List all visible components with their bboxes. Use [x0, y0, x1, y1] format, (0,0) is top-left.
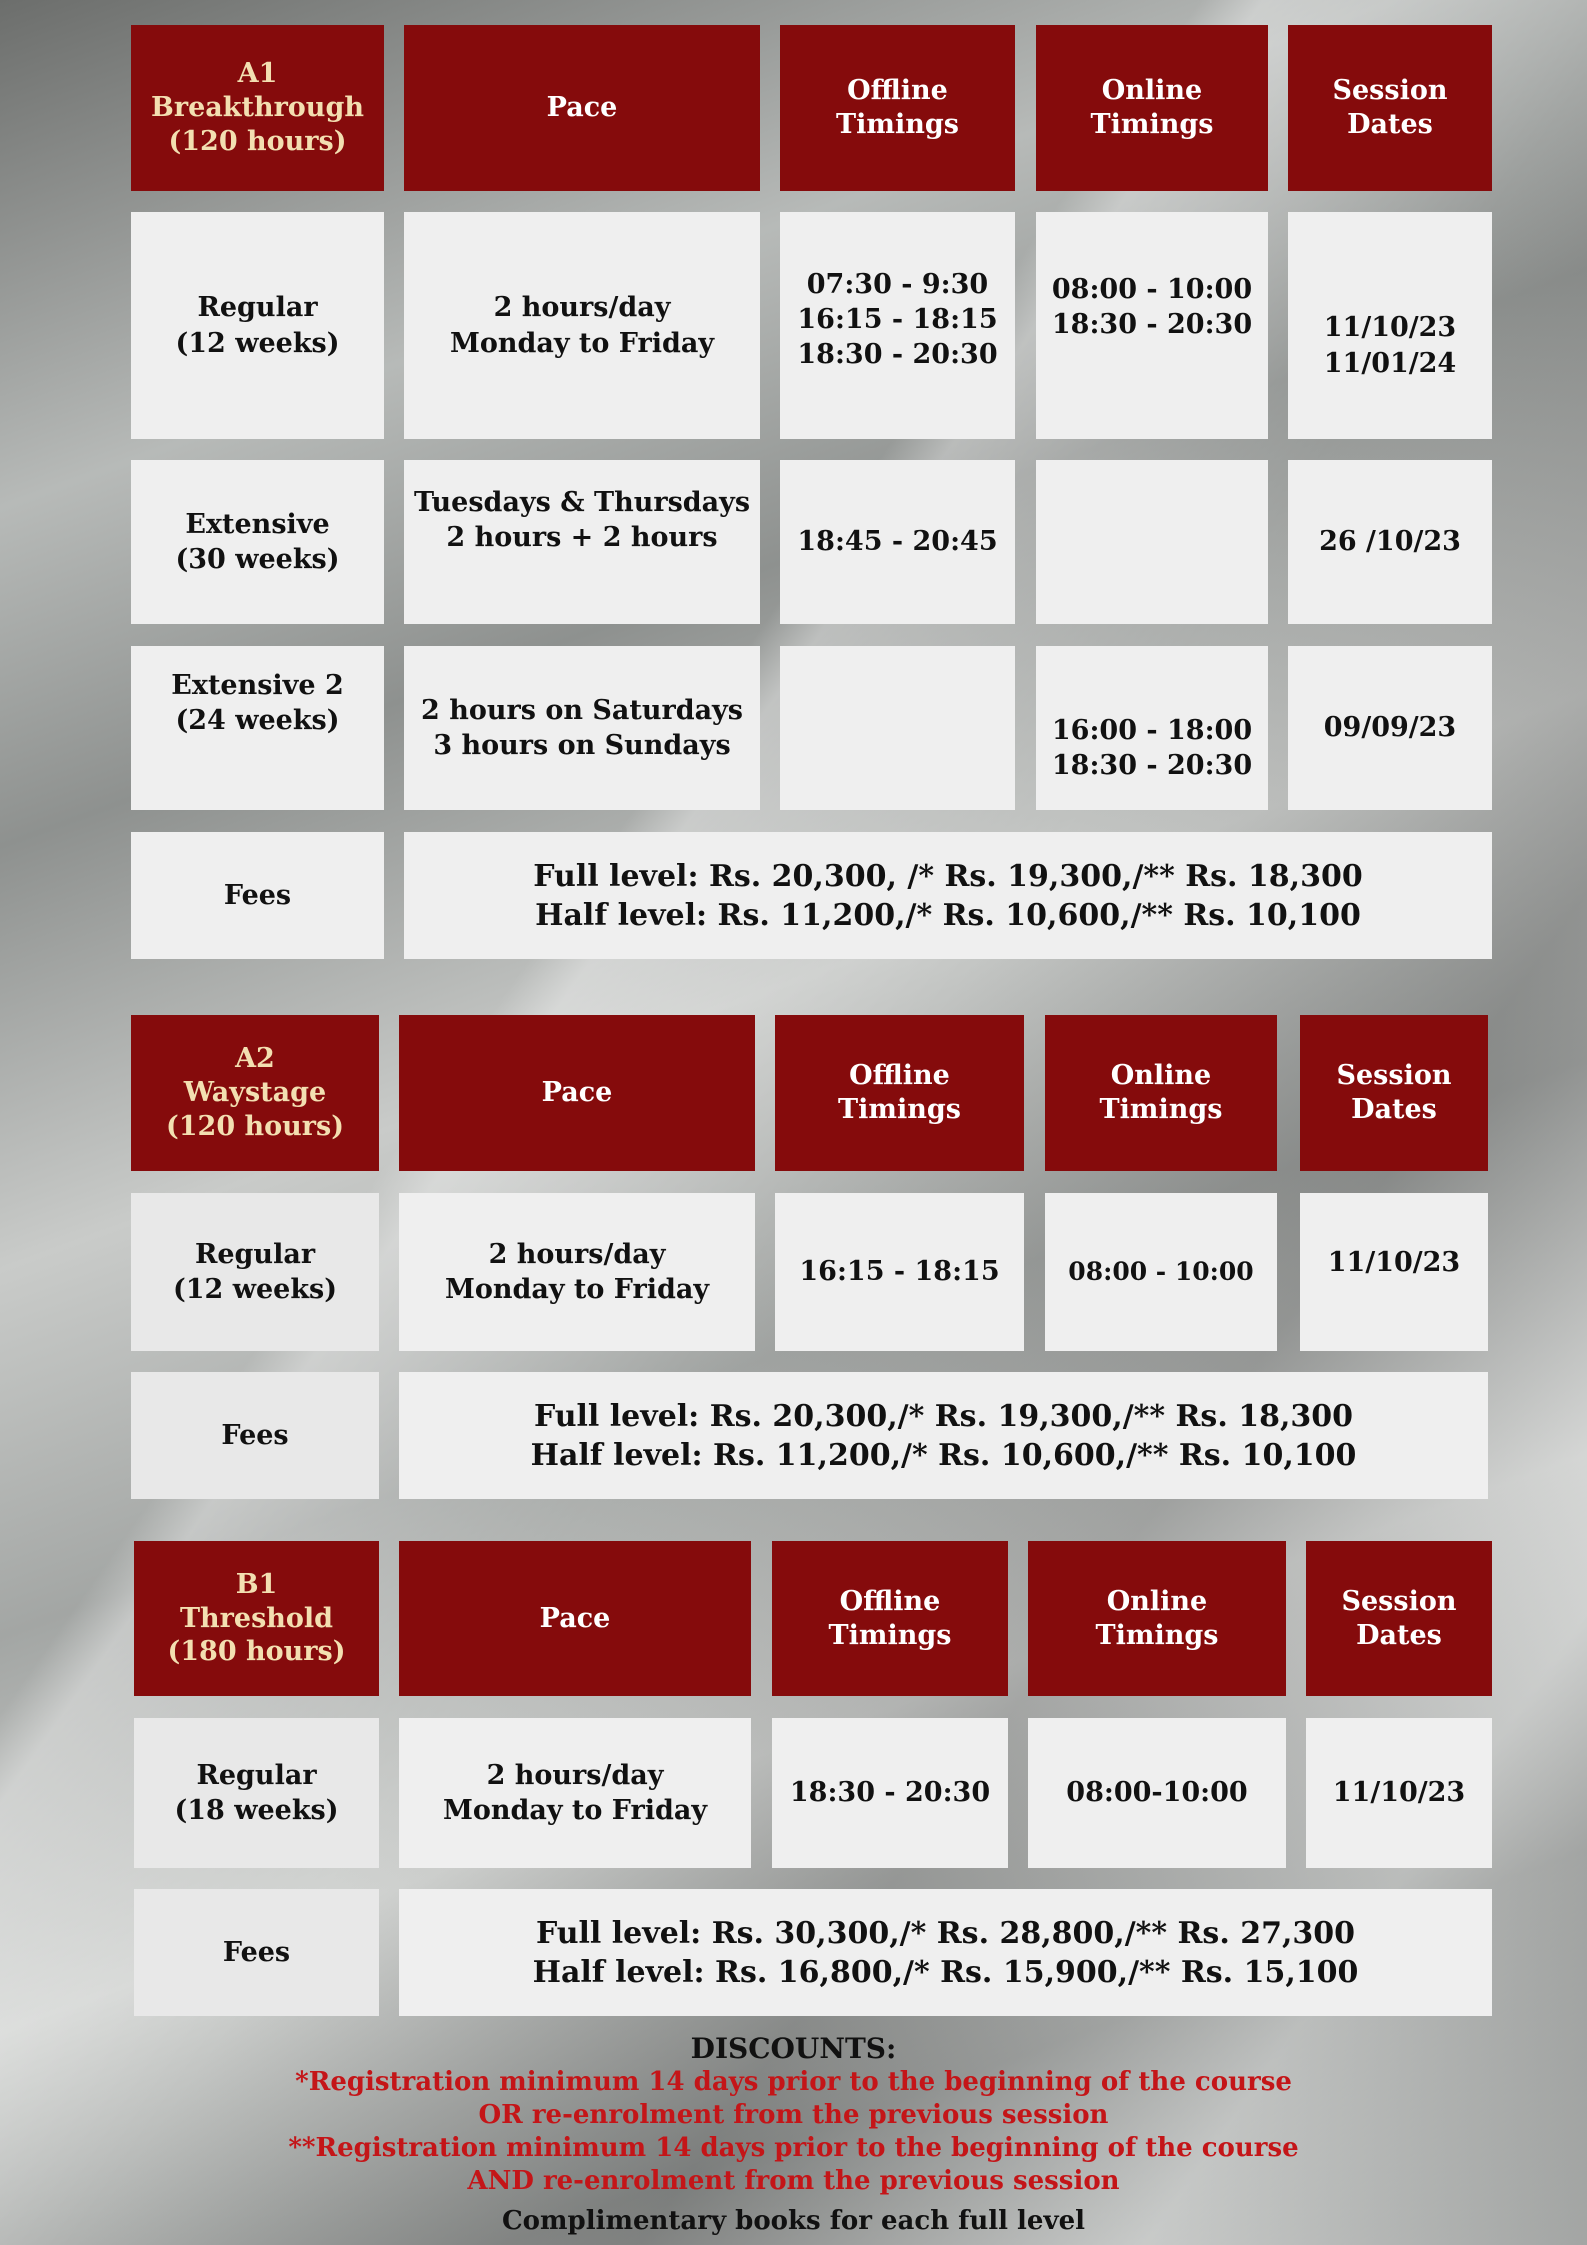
a1-regular-dates: 11/10/23 11/01/24 — [1288, 212, 1492, 439]
a2-fees-label: Fees — [131, 1372, 379, 1499]
a2-fees-text: Full level: Rs. 20,300,/* Rs. 19,300,/** Rs. 18,300 Half level: Rs. 11,200,/* Rs. 10,600,/** Rs. 10,100 — [399, 1372, 1488, 1499]
a1-extensive-pace: Tuesdays & Thursdays 2 hours + 2 hours — [404, 460, 760, 624]
a1-extensive2-pace: 2 hours on Saturdays 3 hours on Sundays — [404, 646, 760, 810]
discounts-title: DISCOUNTS: — [690, 2032, 897, 2065]
a1-header-dates: Session Dates — [1288, 25, 1492, 191]
a2-header-offline: Offline Timings — [775, 1015, 1024, 1171]
a1-extensive2-offline — [780, 646, 1015, 810]
b1-regular-online: 08:00-10:00 — [1028, 1718, 1286, 1868]
a1-header-level: A1 Breakthrough (120 hours) — [131, 25, 384, 191]
a2-header-dates: Session Dates — [1300, 1015, 1488, 1171]
b1-fees-text: Full level: Rs. 30,300,/* Rs. 28,800,/** Rs. 27,300 Half level: Rs. 16,800,/* Rs. 15,900,/** Rs. 15,100 — [399, 1889, 1492, 2016]
a2-regular-online: 08:00 - 10:00 — [1045, 1193, 1277, 1351]
a1-extensive-dates: 26 /10/23 — [1288, 460, 1492, 624]
a1-extensive-course: Extensive (30 weeks) — [131, 460, 384, 624]
a1-fees-text: Full level: Rs. 20,300, /* Rs. 19,300,/** Rs. 18,300 Half level: Rs. 11,200,/* Rs. 10,600,/** Rs. 10,100 — [404, 832, 1492, 959]
a1-extensive-offline: 18:45 - 20:45 — [780, 460, 1015, 624]
discount-line-2: OR re-enrolment from the previous session — [478, 2100, 1109, 2130]
b1-regular-offline: 18:30 - 20:30 — [772, 1718, 1008, 1868]
discount-line-3: **Registration minimum 14 days prior to the beginning of the course — [288, 2133, 1299, 2163]
a1-fees-label: Fees — [131, 832, 384, 959]
b1-regular-pace: 2 hours/day Monday to Friday — [399, 1718, 751, 1868]
a1-regular-pace: 2 hours/day Monday to Friday — [404, 212, 760, 439]
a1-header-pace: Pace — [404, 25, 760, 191]
discount-line-4: AND re-enrolment from the previous session — [467, 2166, 1120, 2196]
a1-regular-offline: 07:30 - 9:30 16:15 - 18:15 18:30 - 20:30 — [780, 212, 1015, 439]
discount-line-1: *Registration minimum 14 days prior to the beginning of the course — [295, 2067, 1292, 2097]
a2-regular-dates: 11/10/23 — [1300, 1193, 1488, 1351]
a1-regular-online: 08:00 - 10:00 18:30 - 20:30 — [1036, 212, 1268, 439]
a2-header-pace: Pace — [399, 1015, 755, 1171]
b1-header-pace: Pace — [399, 1541, 751, 1696]
complimentary-note: Complimentary books for each full level — [501, 2206, 1085, 2236]
a1-header-offline: Offline Timings — [780, 25, 1015, 191]
a2-header-online: Online Timings — [1045, 1015, 1277, 1171]
b1-header-offline: Offline Timings — [772, 1541, 1008, 1696]
a1-extensive2-dates: 09/09/23 — [1288, 646, 1492, 810]
b1-regular-course: Regular (18 weeks) — [134, 1718, 379, 1868]
a1-extensive-online — [1036, 460, 1268, 624]
a2-regular-course: Regular (12 weeks) — [131, 1193, 379, 1351]
a1-regular-course: Regular (12 weeks) — [131, 212, 384, 439]
a1-extensive2-online: 16:00 - 18:00 18:30 - 20:30 — [1036, 646, 1268, 810]
b1-header-online: Online Timings — [1028, 1541, 1286, 1696]
a1-header-online: Online Timings — [1036, 25, 1268, 191]
a2-regular-pace: 2 hours/day Monday to Friday — [399, 1193, 755, 1351]
a1-extensive2-course: Extensive 2 (24 weeks) — [131, 646, 384, 810]
b1-fees-label: Fees — [134, 1889, 379, 2016]
b1-header-dates: Session Dates — [1306, 1541, 1492, 1696]
a2-regular-offline: 16:15 - 18:15 — [775, 1193, 1024, 1351]
b1-header-level: B1 Threshold (180 hours) — [134, 1541, 379, 1696]
b1-regular-dates: 11/10/23 — [1306, 1718, 1492, 1868]
a2-header-level: A2 Waystage (120 hours) — [131, 1015, 379, 1171]
